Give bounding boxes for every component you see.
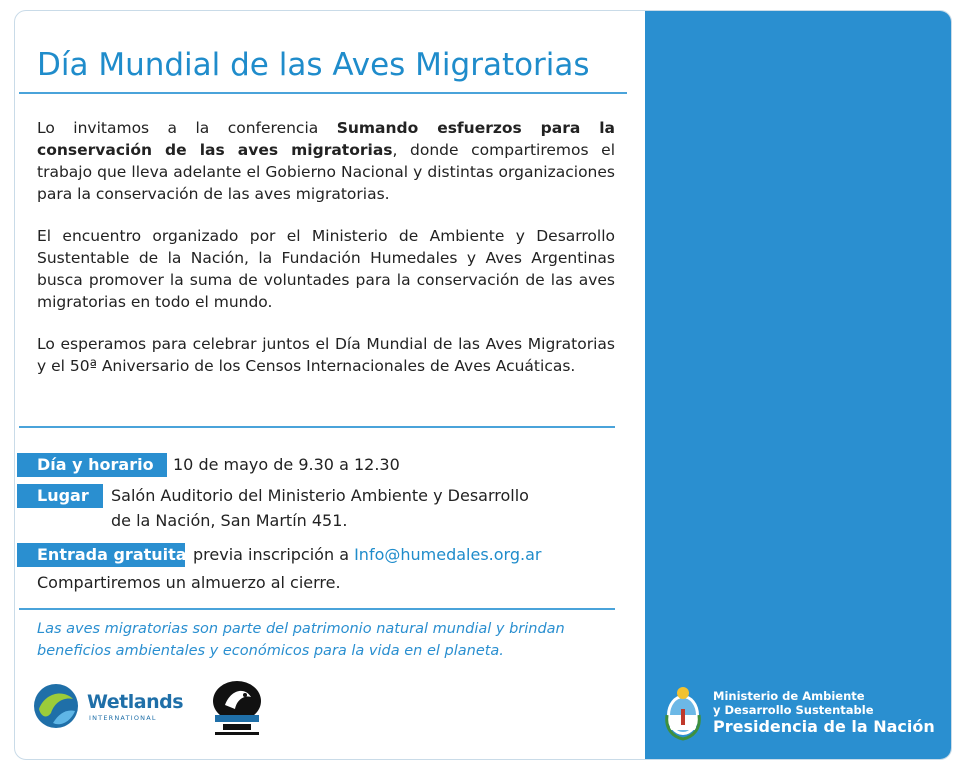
conference-name: Sumando esfuerzos para la conservación de las aves migratorias: [37, 119, 615, 159]
place-value-line2: de la Nación, San Martín 451.: [111, 511, 348, 530]
blue-side-panel: [645, 11, 951, 759]
email-link[interactable]: Info@humedales.org.ar: [354, 545, 542, 564]
lunch-note: Compartiremos un almuerzo al cierre.: [37, 573, 341, 592]
paragraph-celebration: Lo esperamos para celebrar juntos el Día Mundial de las Aves Migratorias y el 50ª Aniversario de los Censos Internacionales de Aves Acuáticas.: [37, 335, 615, 375]
paragraph-organizers: El encuentro organizado por el Ministerio de Ambiente y Desarrollo Sustentable de la Nación, la Fundación Humedales y Aves Argentinas busca promover la suma de voluntades para la conservación de las aves migratorias en todo el mundo.: [37, 227, 615, 311]
date-value: 10 de mayo de 9.30 a 12.30: [173, 455, 400, 474]
argentina-shield-icon: [663, 685, 703, 741]
wetlands-wordmark: Wetlands: [87, 691, 184, 713]
place-label: Lugar: [17, 484, 103, 508]
intro-text-a: Lo invitamos a la conferencia: [37, 119, 337, 137]
footer-note: Las aves migratorias son parte del patrimonio natural mundial y brindan beneficios ambientales y económicos para la vida en el planeta.: [37, 621, 565, 659]
details-divider: [19, 426, 615, 428]
page-title: Día Mundial de las Aves Migratorias: [37, 47, 590, 83]
invitation-card: [14, 10, 952, 760]
entry-label: Entrada gratuita: [17, 543, 185, 567]
entry-value: [193, 543, 541, 567]
wetlands-logo: [33, 683, 183, 731]
wetlands-subtitle: INTERNATIONAL: [89, 714, 157, 722]
title-divider: [19, 92, 627, 94]
place-value-line1: Salón Auditorio del Ministerio Ambiente y Desarrollo: [111, 486, 529, 505]
footer-divider: [19, 608, 615, 610]
entry-text: previa inscripción a: [193, 545, 355, 564]
intro-text-b: , donde compartiremos el trabajo que lleva adelante el Gobierno Nacional y distintas organizaciones para la conservación de las aves migratorias.: [37, 141, 615, 203]
date-label: Día y horario: [17, 453, 167, 477]
invitation-content: [15, 11, 645, 759]
aves-argentinas-logo-icon: [201, 679, 271, 739]
paragraph-intro: [37, 117, 615, 205]
ministry-line2: y Desarrollo Sustentable: [713, 703, 874, 717]
ministry-line1: Ministerio de Ambiente: [713, 689, 865, 703]
presidency-line: Presidencia de la Nación: [713, 717, 935, 736]
ministry-logo: [663, 679, 943, 749]
wetlands-logo-icon: [33, 683, 79, 729]
